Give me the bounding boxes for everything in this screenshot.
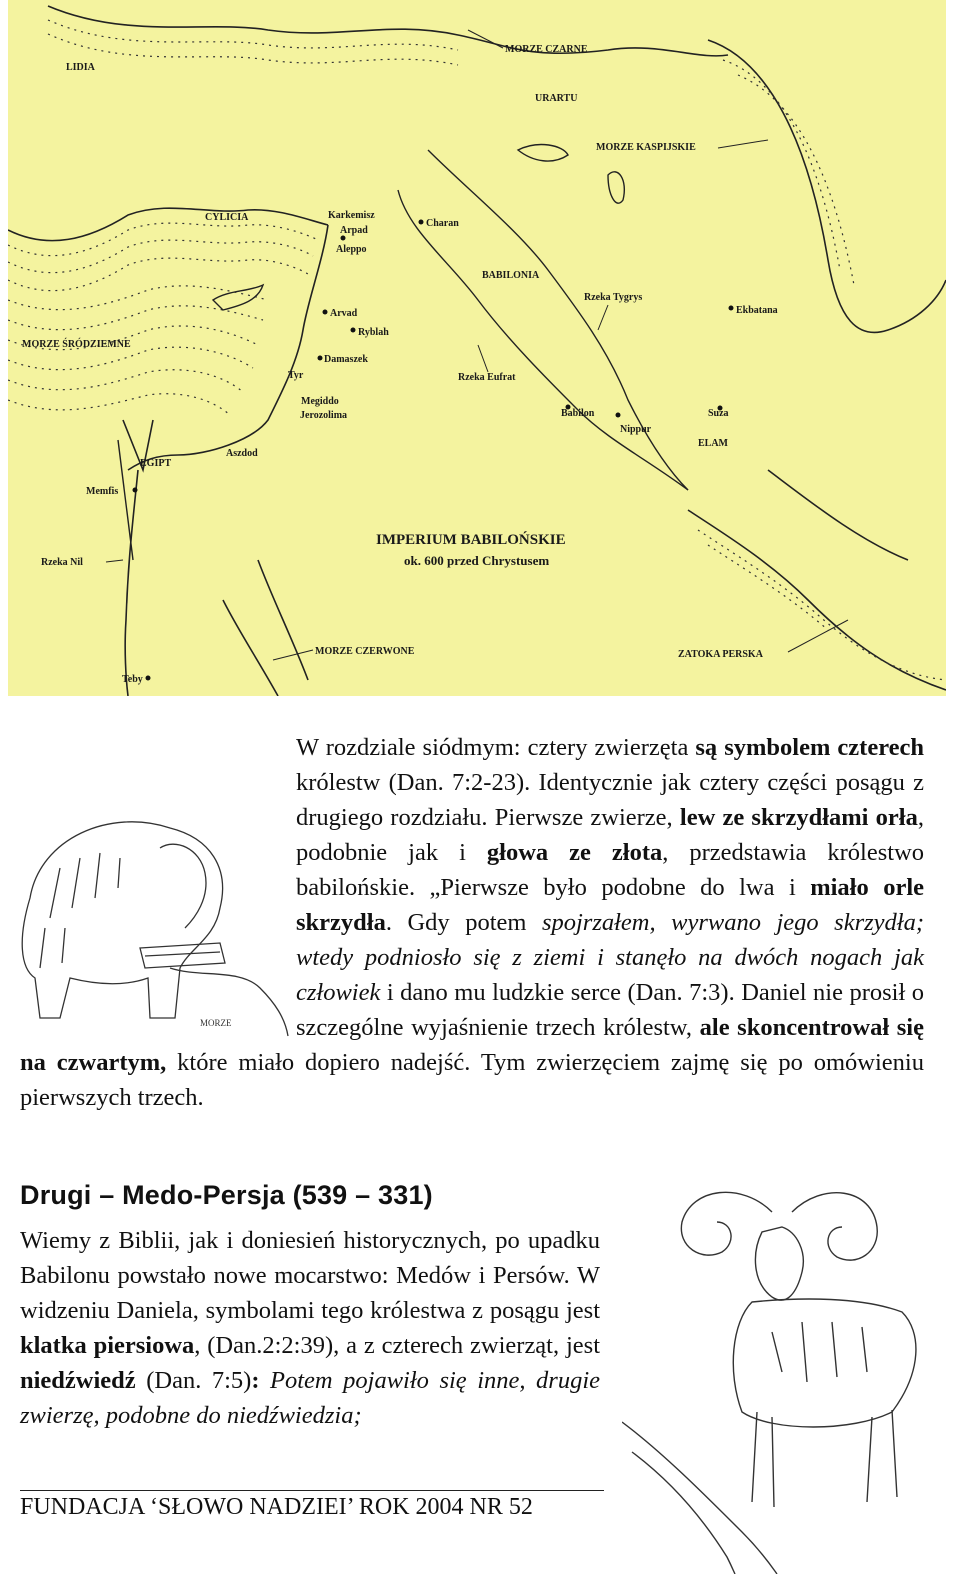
label-cylicia: CYLICIA	[205, 212, 249, 223]
text-similar: , podobnie jak i	[296, 804, 924, 866]
text-bold-colon: :	[251, 1367, 260, 1394]
ram-illustration	[622, 1172, 952, 1574]
text-then: . Gdy potem	[385, 909, 542, 936]
label-suza: Suza	[708, 408, 729, 419]
ekbatana-dot	[729, 306, 734, 311]
section-text-first-kingdom	[20, 730, 924, 1115]
label-ryblah: Ryblah	[358, 327, 389, 338]
footer-publication: FUNDACJA ‘SŁOWO NADZIEI’ ROK 2004 NR 52	[20, 1494, 533, 1520]
teby-dot	[146, 676, 151, 681]
map-title: IMPERIUM BABILOŃSKIE	[376, 532, 566, 548]
label-babilon: Babilon	[561, 408, 595, 419]
footer-divider	[20, 1490, 604, 1491]
text-italic-quote: spojrzałem, wyrwano jego skrzydła; wtedy podniosło się z ziemi i stanęło na dwóch nogach jak człowiek	[296, 909, 924, 1006]
text-bold-head: głowa ze złota	[486, 839, 663, 866]
label-jerozolima: Jerozolima	[300, 410, 348, 421]
section-heading-medo-persia: Drugi – Medo-Persja (539 – 331)	[20, 1180, 433, 1210]
babylonian-empire-map	[8, 0, 946, 696]
label-damaszek: Damaszek	[324, 354, 368, 365]
label-morze-czerwone: MORZE CZERWONE	[315, 646, 415, 657]
text-kingdoms: królestw (Dan. 7:2-23). Identycznie jak cztery części posągu z drugiego rozdziału. Pierwsze zwierze,	[296, 769, 924, 831]
label-babilonia: BABILONIA	[482, 270, 540, 281]
label-egipt: EGIPT	[140, 458, 172, 469]
text-closing: które miało dopiero nadejść. Tym zwierzęciem zajmę się po omówieniu pierwszych trzech.	[20, 1049, 924, 1111]
label-lidia: LIDIA	[66, 62, 95, 73]
text-bold-symbol: są symbolem czterech	[695, 734, 924, 761]
text-bold-wings: miało orle skrzydła	[296, 874, 925, 936]
text-intro-2: Wiemy z Biblii, jak i doniesień historycznych, po upadku Babilonu powstało nowe mocarstwo: Medów i Persów. W widzeniu Daniela, symbolami tego królestwa z posągu jest	[20, 1227, 600, 1324]
text-italic-bear-quote: Potem pojawiło się inne, drugie zwierzę, podobne do niedźwiedzia;	[20, 1367, 600, 1429]
map-subtitle: ok. 600 przed Chrystusem	[404, 553, 550, 568]
label-rzeka-eufrat: Rzeka Eufrat	[458, 372, 516, 383]
label-nippur: Nippur	[620, 424, 652, 435]
label-morze-kaspijskie: MORZE KASPIJSKIE	[596, 142, 696, 153]
bear-map-label: MORZE	[200, 1018, 232, 1028]
label-tyr: Tyr	[288, 370, 304, 381]
label-charan: Charan	[426, 218, 459, 229]
text-bold-bear: niedźwiedź	[20, 1367, 136, 1394]
text-intro: W rozdziale siódmym: cztery zwierzęta	[296, 734, 696, 761]
label-ekbatana: Ekbatana	[736, 305, 778, 316]
label-megiddo: Megiddo	[301, 396, 339, 407]
text-dan75: (Dan. 7:5)	[135, 1367, 252, 1394]
memfis-dot	[133, 488, 138, 493]
label-morze-srodziemne: MORZE ŚRÓDZIEMNE	[22, 339, 131, 350]
label-elam: ELAM	[698, 438, 728, 449]
label-rzeka-tygrys: Rzeka Tygrys	[584, 292, 643, 303]
nippur-dot	[616, 413, 621, 418]
label-arpad: Arpad	[340, 225, 368, 236]
map-background	[8, 0, 946, 696]
label-rzeka-nil: Rzeka Nil	[41, 557, 83, 568]
label-zatoka-perska: ZATOKA PERSKA	[678, 649, 763, 660]
text-ref: , (Dan.2:2:39), a z czterech zwierząt, jest	[194, 1332, 600, 1359]
karkemisz-dot	[341, 236, 346, 241]
label-arvad: Arvad	[330, 308, 358, 319]
ryblah-dot	[351, 328, 356, 333]
label-karkemisz: Karkemisz	[328, 210, 375, 221]
text-bold-lion: lew ze skrzydłami orła	[679, 804, 918, 831]
arvad-dot	[323, 310, 328, 315]
section-text-second-kingdom	[20, 1223, 600, 1433]
label-morze-czarne: MORZE CZARNE	[505, 44, 588, 55]
text-bold-chest: klatka piersiowa	[20, 1332, 195, 1359]
damaszek-dot	[318, 356, 323, 361]
label-aszdod: Aszdod	[226, 448, 258, 459]
text-daniel: i dano mu ludzkie serce (Dan. 7:3). Daniel nie prosił o szczególne wyjaśnienie trzech królestw,	[296, 979, 924, 1041]
label-teby: Teby	[122, 674, 143, 685]
text-space	[260, 1367, 271, 1394]
text-bold-fourth: ale skoncentrował się na czwartym,	[20, 1014, 924, 1076]
charan-dot	[419, 220, 424, 225]
label-memfis: Memfis	[86, 486, 119, 497]
text-babylon: , przedstawia królestwo babilońskie. „Pierwsze było podobne do lwa i	[296, 839, 925, 901]
lion-bear-illustration	[0, 778, 290, 1040]
label-urartu: URARTU	[535, 93, 578, 104]
label-aleppo: Aleppo	[336, 244, 367, 255]
